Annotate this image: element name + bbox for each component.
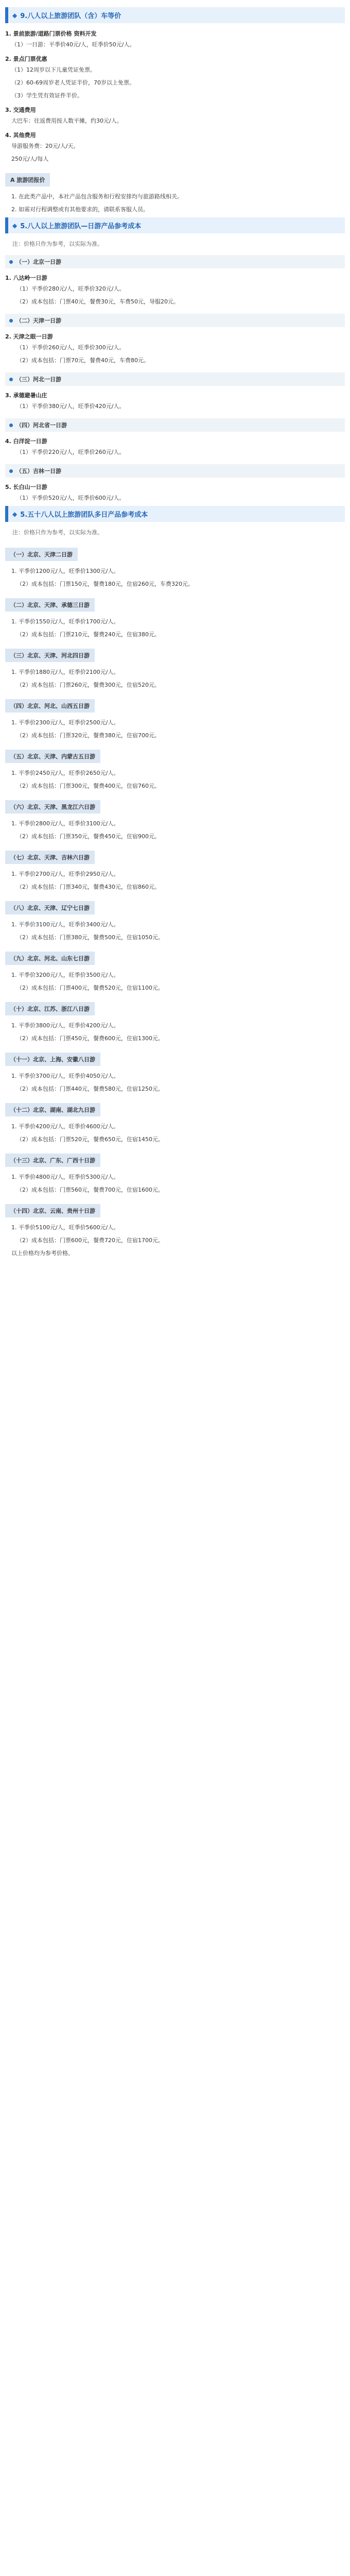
day-tour-header: [5, 255, 345, 268]
section-header-1: [5, 7, 345, 23]
bullet-icon: ◆: [12, 510, 18, 518]
tour-cost: （2）成本包括：门票440元，餐费580元，住宿1250元。: [16, 1086, 164, 1092]
section-header-2: [5, 217, 345, 233]
block-text: （2）60-69周岁老人凭证半价，70岁以上免票。: [11, 79, 135, 86]
tour-cost: （2）成本包括：门票340元，餐费430元，住宿860元。: [16, 884, 160, 890]
tour-cost: （2）成本包括：门票350元，餐费450元，住宿900元。: [16, 833, 160, 840]
block-heading: 4. 其他费用: [5, 132, 36, 139]
tour-name: （一）北京、天津二日游: [5, 548, 78, 561]
tour-name: （三）北京、天津、河北四日游: [5, 649, 95, 662]
section-title: 5.八人以上旅游团队—日游产品参考成本: [20, 223, 142, 230]
block-heading: 1. 景前旅游/道路门票价格 资料开发: [5, 30, 97, 37]
tour-cost: （2）成本包括：门票520元，餐费650元，住宿1450元。: [16, 1136, 164, 1143]
tour-cost: （2）成本包括：门票150元，餐费180元，住宿260元，车费320元。: [16, 581, 194, 587]
tour-name: （十三）北京、广东、广西十日游: [5, 1154, 100, 1167]
day-tour-header: [5, 464, 345, 478]
tour-cost: （2）成本包括：门票400元，餐费520元，住宿1100元。: [16, 985, 164, 991]
day-tour-text: （1）平季价260元/人，旺季价300元/人。: [16, 344, 125, 351]
multi-day-tours: [5, 541, 345, 1245]
day-tour-name: （一）北京一日游: [16, 259, 61, 265]
section-header-3: [5, 506, 345, 522]
tour-price: 1. 平季价2800元/人，旺季价3100元/人。: [11, 820, 119, 827]
package-title: A 旅游团报价: [5, 173, 50, 187]
tour-name: （八）北京、天津、辽宁七日游: [5, 901, 95, 914]
block-text: （1）一日游：平季价40元/人，旺季价50元/人。: [11, 41, 135, 48]
price-line: 250元/人/每人: [11, 156, 49, 162]
tour-price: 1. 平季价3800元/人，旺季价4200元/人。: [11, 1022, 119, 1029]
day-tour-name: （五）吉林一日游: [16, 468, 61, 474]
day-tours: [5, 255, 345, 503]
day-tour-header: [5, 418, 345, 432]
day-tour-subheading: 3. 承德避暑山庄: [5, 392, 47, 399]
day-tour-subheading: 2. 天津之眼一日游: [5, 333, 53, 340]
tour-cost: （2）成本包括：门票300元，餐费400元，住宿760元。: [16, 783, 160, 789]
day-tour-text: （2）成本包括：门票70元，餐费40元，车费80元。: [16, 357, 149, 364]
day-tour-text: （1）平季价280元/人，旺季价320元/人。: [16, 285, 125, 292]
package-line: 1. 在此类产品中，本社产品包含服务和行程安排均与旅游路线相关。: [11, 193, 183, 200]
tour-cost: （2）成本包括：门票210元，餐费240元，住宿380元。: [16, 631, 160, 638]
bullet-icon: ◆: [12, 11, 18, 19]
tour-price: 1. 平季价3700元/人，旺季价4050元/人。: [11, 1073, 119, 1079]
section-title: 5.五十八人以上旅游团队多日产品参考成本: [20, 511, 148, 519]
dot-icon: [9, 319, 13, 323]
tour-cost: （2）成本包括：门票380元，餐费500元，住宿1050元。: [16, 934, 164, 941]
tour-name: （九）北京、河北、山东七日游: [5, 952, 95, 965]
day-tour-subheading: 5. 长白山一日游: [5, 484, 47, 490]
day-tour-name: （二）天津一日游: [16, 317, 61, 324]
tour-price: 1. 平季价5100元/人，旺季价5600元/人。: [11, 1224, 119, 1231]
tour-name: （二）北京、天津、承德三日游: [5, 598, 95, 612]
tour-cost: （2）成本包括：门票450元，餐费600元，住宿1300元。: [16, 1035, 164, 1042]
day-tour-name: （三）河北一日游: [16, 376, 61, 383]
day-tour-header: [5, 372, 345, 386]
day-tour-name: （四）河北省一日游: [16, 422, 67, 429]
tour-price: 1. 平季价3100元/人，旺季价3400元/人。: [11, 921, 119, 928]
block-heading: 3. 交通费用: [5, 107, 36, 113]
tour-name: （十一）北京、上海、安徽八日游: [5, 1053, 100, 1066]
footer-note: 以上价格均为参考价格。: [11, 1250, 74, 1257]
bullet-icon: ◆: [12, 222, 18, 229]
package-lines: [5, 192, 345, 214]
tour-price: 1. 平季价3200元/人，旺季价3500元/人。: [11, 972, 119, 978]
tour-cost: （2）成本包括：门票600元，餐费720元，住宿1700元。: [16, 1237, 164, 1244]
dot-icon: [9, 378, 13, 381]
section-1-content: [5, 29, 345, 151]
day-tour-text: （1）平季价380元/人，旺季价420元/人。: [16, 403, 125, 410]
tour-name: （十二）北京、湖南、湖北九日游: [5, 1103, 100, 1116]
tour-name: （五）北京、天津、内蒙古五日游: [5, 750, 100, 763]
tour-name: （十四）北京、云南、贵州十日游: [5, 1204, 100, 1217]
tour-name: （六）北京、天津、黑龙江六日游: [5, 800, 100, 814]
block-text: 导游服务费：20元/人/天。: [11, 143, 79, 149]
tour-cost: （2）成本包括：门票560元，餐费700元，住宿1600元。: [16, 1187, 164, 1193]
section-note: 注：价格只作为参考，以实际为准。: [12, 241, 103, 247]
tour-price: 1. 平季价1880元/人，旺季价2100元/人。: [11, 669, 119, 675]
tour-cost: （2）成本包括：门票260元，餐费300元，住宿520元。: [16, 682, 160, 688]
tour-price: 1. 平季价4800元/人，旺季价5300元/人。: [11, 1174, 119, 1180]
block-text: （1）12周岁以下儿童凭证免票。: [11, 66, 96, 73]
day-tour-text: （1）平季价520元/人，旺季价600元/人。: [16, 495, 125, 501]
block-text: 大巴车：往返费用按人数平摊，约30元/人。: [11, 117, 122, 124]
dot-icon: [9, 423, 13, 427]
tour-price: 1. 平季价4200元/人，旺季价4600元/人。: [11, 1123, 119, 1130]
dot-icon: [9, 260, 13, 264]
tour-name: （四）北京、河北、山西五日游: [5, 699, 95, 713]
block-text: （3）学生凭有效证件半价。: [11, 92, 83, 99]
day-tour-header: [5, 314, 345, 327]
package-line: 2. 如需对行程调整或有其他要求的，请联系客服人员。: [11, 206, 149, 213]
section-title: 9.八人以上旅游团队（含）车等价: [20, 12, 121, 20]
tour-price: 1. 平季价2700元/人，旺季价2950元/人。: [11, 871, 119, 877]
tour-price: 1. 平季价1200元/人，旺季价1300元/人。: [11, 568, 119, 574]
tour-name: （七）北京、天津、吉林六日游: [5, 851, 95, 864]
day-tour-subheading: 1. 八达岭一日游: [5, 275, 47, 281]
tour-name: （十）北京、江苏、浙江八日游: [5, 1002, 95, 1015]
tour-price: 1. 平季价2300元/人，旺季价2500元/人。: [11, 719, 119, 726]
day-tour-text: （1）平季价220元/人，旺季价260元/人。: [16, 449, 125, 455]
day-tour-subheading: 4. 白洋淀一日游: [5, 438, 47, 445]
day-tour-text: （2）成本包括：门票40元，餐费30元，车费50元，导服20元。: [16, 298, 179, 305]
tour-price: 1. 平季价2450元/人，旺季价2650元/人。: [11, 770, 119, 776]
dot-icon: [9, 469, 13, 473]
section-note: 注：价格只作为参考，以实际为准。: [12, 529, 103, 536]
tour-cost: （2）成本包括：门票320元，餐费380元，住宿700元。: [16, 732, 160, 739]
tour-price: 1. 平季价1550元/人，旺季价1700元/人。: [11, 618, 119, 625]
block-heading: 2. 景点门票优惠: [5, 56, 47, 62]
